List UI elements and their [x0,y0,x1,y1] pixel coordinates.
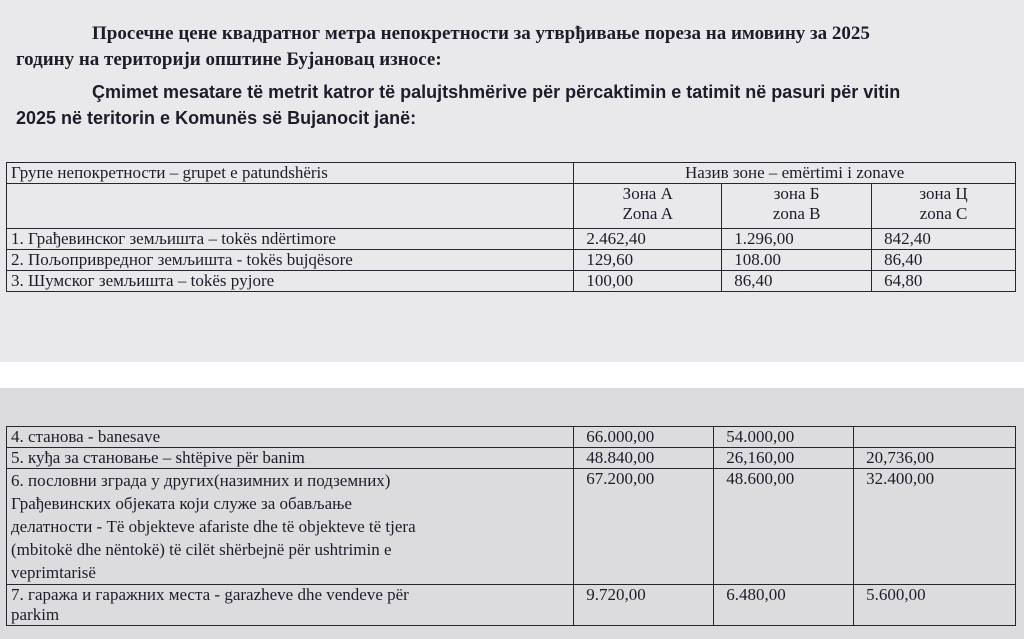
value-zone-a: 129,60 [574,250,722,271]
zone-a-cell: Зона А Zona A [574,184,722,229]
header-serbian-line-1: Просечне цене квадратног метра непокретности за утврђивање пореза на имовину за 2025 [92,23,870,44]
value-zone-c [854,427,1016,448]
value-zone-a: 48.840,00 [574,448,714,469]
value-zone-a: 2.462,40 [574,229,722,250]
row-label: 1. Грађевинског земљишта – tokës ndërtimore [7,229,574,250]
table-row [7,250,1016,271]
table-header-row [7,163,1016,184]
value-zone-c: 64,80 [872,271,1016,292]
header-albanian-line-2: 2025 në teritorin e Komunës së Bujanocit janë: [16,108,417,128]
empty-cell [7,184,574,229]
table-row [7,448,1016,469]
value-zone-a: 9.720,00 [574,585,714,626]
row-label: 4. станова - banesave [7,427,574,448]
value-zone-a: 67.200,00 [574,469,714,585]
value-zone-b: 54.000,00 [714,427,854,448]
price-table-buildings [6,426,1016,626]
table-row [7,427,1016,448]
zone-b-cell: зона Б zona B [722,184,872,229]
value-zone-b: 86,40 [722,271,872,292]
row-label: 6. пословни зграда у других(назимних и подземних) Грађевинских објеката који служе за обављање делатности - Të objekteve afariste dhe të objekteve të tjera (mbitokë dhe nëntokë) të cilët shërbejnë për ushtrimin e veprimtarisë [7,469,574,585]
price-table-land [6,162,1016,292]
value-zone-c: 842,40 [872,229,1016,250]
row-label: 3. Шумског земљишта – tokës pyjore [7,271,574,292]
table-row [7,271,1016,292]
table-row [7,469,1016,585]
value-zone-c: 20,736,00 [854,448,1016,469]
value-zone-a: 100,00 [574,271,722,292]
value-zone-c: 5.600,00 [854,585,1016,626]
value-zone-b: 6.480,00 [714,585,854,626]
row-label: 7. гаража и гаражних места - garazheve dhe vendeve për parkim [7,585,574,626]
value-zone-c: 32.400,00 [854,469,1016,585]
zone-header-cell: Назив зоне – emërtimi i zonave [574,163,1016,184]
value-zone-b: 26,160,00 [714,448,854,469]
value-zone-a: 66.000,00 [574,427,714,448]
zone-c-cell: зона Ц zona C [872,184,1016,229]
zone-names-row [7,184,1016,229]
row-label: 2. Пољопривредног земљишта - tokës bujqësore [7,250,574,271]
group-header-cell: Групе непокретности – grupet e patundshëris [7,163,574,184]
header-serbian-line-2: годину на територији општине Бујановац износе: [16,49,442,70]
value-zone-c: 86,40 [872,250,1016,271]
value-zone-b: 48.600,00 [714,469,854,585]
table-row [7,229,1016,250]
table-row [7,585,1016,626]
value-zone-b: 1.296,00 [722,229,872,250]
row-label: 5. куђа за становање – shtëpive për banim [7,448,574,469]
value-zone-b: 108.00 [722,250,872,271]
header-albanian-line-1: Çmimet mesatare të metrit katror të palujtshmërive për përcaktimin e tatimit në pasuri për vitin [92,82,901,102]
